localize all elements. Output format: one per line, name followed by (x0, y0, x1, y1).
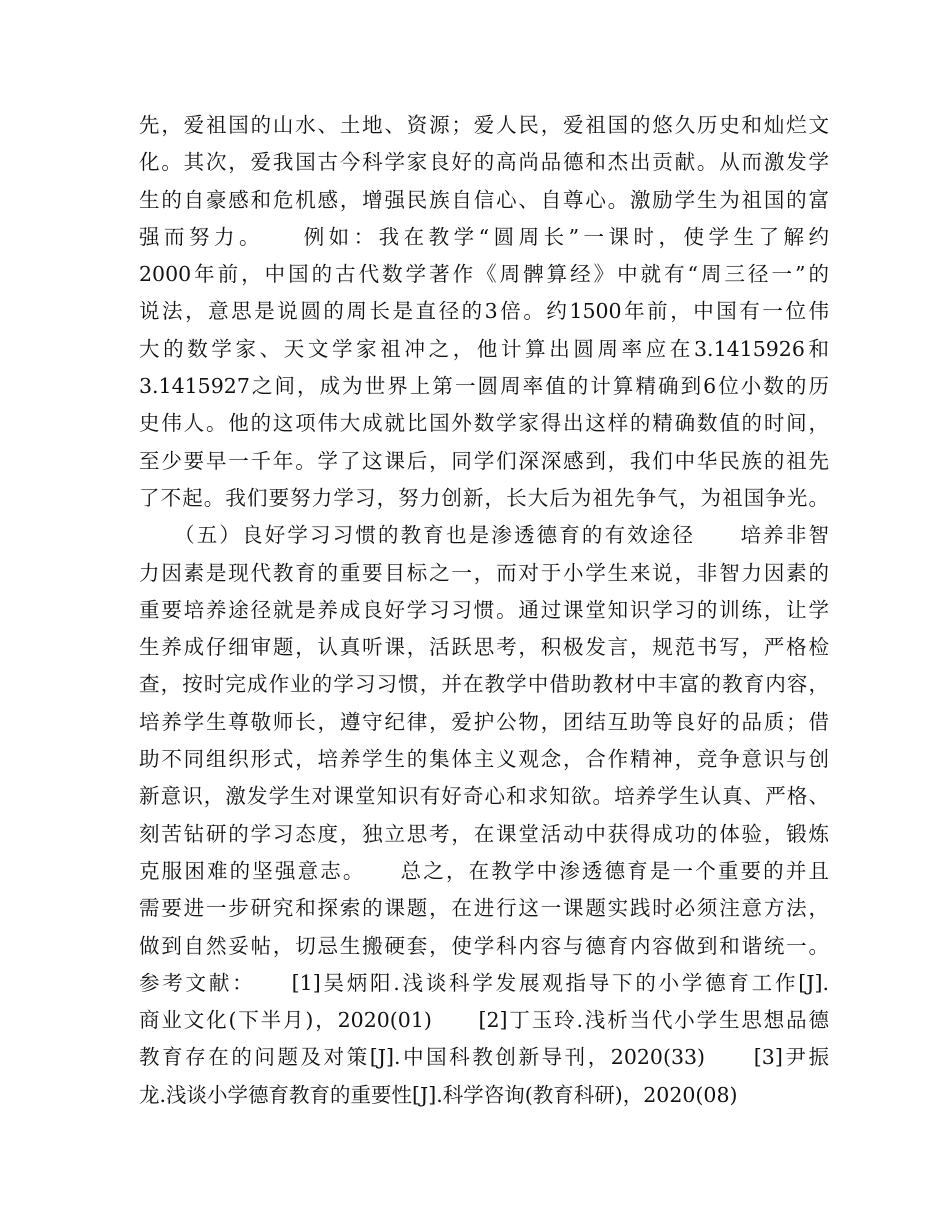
text-line: 生养成仔细审题，认真听课，活跃思考，积极发言，规范书写，严格检 (139, 635, 829, 660)
text-line: 至少要早一千年。学了这课后，同学们深深感到，我们中华民族的祖先 (139, 448, 829, 473)
text-line: 需要进一步研究和探索的课题，在进行这一课题实践时必须注意方法， (139, 896, 829, 921)
text-line: 了不起。我们要努力学习，努力创新，长大后为祖先争气，为祖国争光。 (139, 485, 829, 510)
text-line: 强而努力。 例如：我在教学“圆周长”一课时，使学生了解约 (139, 224, 829, 249)
text-line: 查，按时完成作业的学习习惯，并在教学中借助教材中丰富的教育内容， (139, 672, 829, 697)
text-line: 参考文献： [1]吴炳阳.浅谈科学发展观指导下的小学德育工作[J]. (139, 970, 829, 995)
text-line: 商业文化(下半月)，2020(01) [2]丁玉玲.浅析当代小学生思想品德 (139, 1008, 829, 1033)
text-line: 助不同组织形式，培养学生的集体主义观念，合作精神，竞争意识与创 (139, 747, 829, 772)
text-line: 说法，意思是说圆的周长是直径的3倍。约1500年前，中国有一位伟 (139, 299, 829, 324)
text-line: 大的数学家、天文学家祖冲之，他计算出圆周率应在3.1415926和 (139, 336, 829, 361)
text-line: 克服困难的坚强意志。 总之，在教学中渗透德育是一个重要的并且 (139, 858, 829, 883)
text-line: 3.1415927之间，成为世界上第一圆周率值的计算精确到6位小数的历 (139, 374, 829, 399)
text-line: 2000年前，中国的古代数学著作《周髀算经》中就有“周三径一”的 (139, 262, 829, 287)
text-line: 力因素是现代教育的重要目标之一，而对于小学生来说，非智力因素的 (139, 560, 829, 585)
text-line: 重要培养途径就是养成良好学习习惯。通过课堂知识学习的训练，让学 (139, 597, 829, 622)
text-line: 新意识，激发学生对课堂知识有好奇心和求知欲。培养学生认真、严格、 (139, 784, 829, 809)
text-line: 做到自然妥帖，切忌生搬硬套，使学科内容与德育内容做到和谐统一。 (139, 933, 829, 958)
text-line: 教育存在的问题及对策[J].中国科教创新导刊，2020(33) [3]尹振 (139, 1045, 829, 1070)
text-line: （五）良好学习习惯的教育也是渗透德育的有效途径 培养非智 (139, 523, 829, 548)
text-line: 龙.浅谈小学德育教育的重要性[J].科学咨询(教育科研)，2020(08) (139, 1082, 738, 1107)
text-line: 培养学生尊敬师长，遵守纪律，爱护公物，团结互助等良好的品质；借 (139, 709, 829, 734)
text-line: 生的自豪感和危机感，增强民族自信心、自尊心。激励学生为祖国的富 (139, 187, 829, 212)
text-line: 史伟人。他的这项伟大成就比国外数学家得出这样的精确数值的时间， (139, 411, 829, 436)
text-line: 先，爱祖国的山水、土地、资源；爱人民，爱祖国的悠久历史和灿烂文 (139, 113, 829, 137)
body-text (139, 107, 829, 1114)
text-line: 化。其次，爱我国古今科学家良好的高尚品德和杰出贡献。从而激发学 (139, 150, 829, 175)
text-line: 刻苦钻研的学习态度，独立思考，在课堂活动中获得成功的体验，锻炼 (139, 821, 829, 846)
